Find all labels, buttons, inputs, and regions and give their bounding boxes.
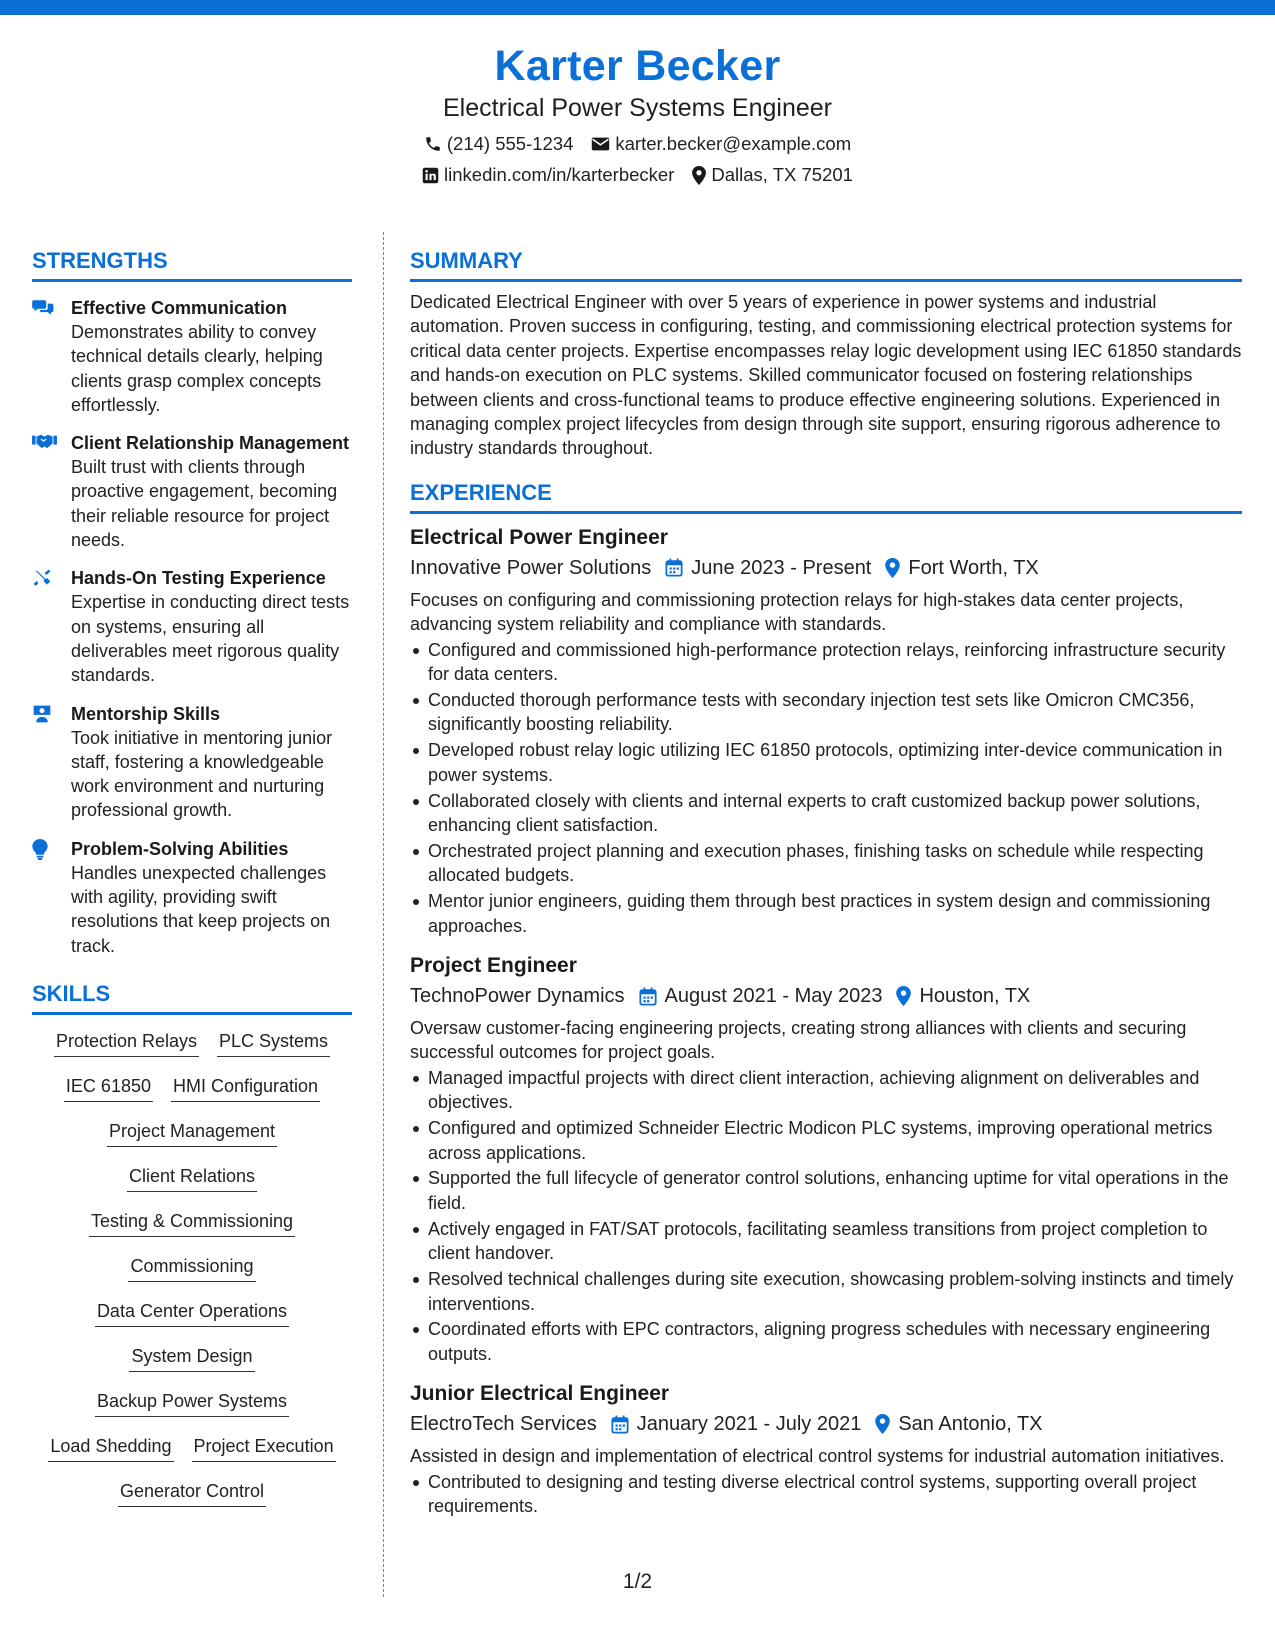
strength-item [32, 296, 352, 417]
job-location: Houston, TX [919, 985, 1031, 1008]
skill-tag: Project Execution [192, 1434, 336, 1462]
map-pin-icon [875, 1414, 890, 1434]
bullet-item: Contributed to designing and testing diverse electrical control systems, supporting overall project requirements. [410, 1470, 1242, 1519]
skill-tag: IEC 61850 [64, 1074, 153, 1102]
summary-text: Dedicated Electrical Engineer with over 5 years of experience in power systems and industrial automation. Proven success in configuring, testing, and commissioning electrical protection systems for critical data center projects. Expertise encompasses relay logic development using IEC 61850 standards and hands-on execution on PLC systems. Skilled communicator focused on fostering relationships between clients and cross-functional teams to produce effective engineering solutions. Experienced in managing complex project lifecycles from design through site support, ensuring rigorous adherence to industry standards throughout. [410, 292, 1242, 459]
contact-row-2 [0, 163, 1275, 187]
job-description: Oversaw customer-facing engineering projects, creating strong alliances with clients and securing successful outcomes for project goals. [410, 1018, 1187, 1063]
skill-tag: PLC Systems [217, 1029, 330, 1057]
location-text: Dallas, TX 75201 [711, 164, 853, 185]
phone-icon [424, 135, 442, 153]
strengths-heading: STRENGTHS [32, 247, 352, 282]
bullet-item: Supported the full lifecycle of generator control solutions, enhancing uptime for vital operations in the field. [410, 1166, 1242, 1215]
job-meta [410, 1409, 1242, 1439]
map-pin-icon [896, 986, 911, 1006]
bullet-item: Conducted thorough performance tests with secondary injection test sets like Omicron CMC356, significantly boosting reliability. [410, 688, 1242, 737]
linkedin-icon [422, 167, 439, 184]
email-text: karter.becker@example.com [615, 133, 852, 154]
skill-row [32, 1434, 352, 1479]
bullet-item: Mentor junior engineers, guiding them through best practices in system design and commissioning approaches. [410, 889, 1242, 938]
strength-item [32, 837, 352, 958]
experience-heading: EXPERIENCE [410, 479, 1242, 514]
skill-tag: Protection Relays [54, 1029, 199, 1057]
resume-header [0, 40, 1275, 187]
strength-description: Expertise in conducting direct tests on systems, ensuring all deliverables meet rigorous quality standards. [71, 592, 350, 686]
skill-tag: HMI Configuration [171, 1074, 320, 1102]
skills-list [32, 1029, 352, 1524]
skill-row [32, 1029, 352, 1074]
job-entry [410, 952, 1242, 1366]
skill-row [32, 1074, 352, 1119]
skill-tag: Generator Control [118, 1479, 266, 1507]
envelope-icon [591, 136, 610, 152]
strength-title: Hands-On Testing Experience [71, 568, 326, 589]
strength-description: Handles unexpected challenges with agility, providing swift resolutions that keep projects on track. [71, 862, 331, 956]
skill-tag: Data Center Operations [95, 1299, 289, 1327]
page-number: 1/2 [622, 1570, 653, 1593]
right-column [410, 247, 1242, 1520]
skill-row [32, 1254, 352, 1299]
bullet-item: Developed robust relay logic utilizing IEC 61850 protocols, optimizing inter-device communication in power systems. [410, 738, 1242, 787]
tools-icon [32, 566, 71, 687]
candidate-title: Electrical Power Systems Engineer [442, 94, 833, 122]
calendar-icon [665, 558, 683, 577]
teacher-icon [32, 702, 71, 823]
bullet-item: Collaborated closely with clients and internal experts to craft customized backup power solutions, enhancing client satisfaction. [410, 789, 1242, 838]
job-dates: June 2023 - Present [691, 556, 872, 579]
job-bullets [410, 1470, 1242, 1519]
skill-tag: Commissioning [128, 1254, 255, 1282]
strength-description: Demonstrates ability to convey technical details clearly, helping clients grasp complex concepts effortlessly. [71, 322, 323, 415]
lightbulb-icon [32, 837, 71, 958]
bullet-item: Configured and commissioned high-performance protection relays, reinforcing infrastructure security for data centers. [410, 638, 1242, 687]
job-role: Electrical Power Engineer [410, 525, 668, 549]
strength-description: Built trust with clients through proactive engagement, becoming their reliable resource for project needs. [71, 457, 338, 551]
location-contact [692, 163, 853, 187]
skill-tag: System Design [129, 1344, 254, 1372]
job-description: Focuses on configuring and commissioning protection relays for high-stakes data center projects, advancing system reliability and compliance with standards. [410, 589, 1184, 635]
job-location: San Antonio, TX [898, 1413, 1043, 1436]
strength-title: Client Relationship Management [71, 433, 350, 454]
job-description: Assisted in design and implementation of electrical control systems for industrial automation initiatives. [410, 1446, 1225, 1467]
skill-tag: Project Management [107, 1119, 277, 1147]
summary-heading: SUMMARY [410, 247, 1242, 282]
strength-description: Took initiative in mentoring junior staff, fostering a knowledgeable work environment and nurturing professional growth. [71, 727, 333, 821]
strength-item [32, 566, 352, 687]
strength-title: Mentorship Skills [71, 703, 221, 724]
calendar-icon [611, 1415, 629, 1434]
skill-row [32, 1344, 352, 1389]
job-dates: August 2021 - May 2023 [664, 985, 883, 1008]
bullet-item: Managed impactful projects with direct client interaction, achieving alignment on deliverables and objectives. [410, 1066, 1242, 1115]
top-accent-bar [0, 0, 1275, 15]
phone-text: (214) 555-1234 [446, 133, 574, 154]
strength-title: Problem-Solving Abilities [71, 838, 289, 859]
job-entry [410, 1380, 1242, 1518]
map-pin-icon [692, 166, 706, 185]
job-company: TechnoPower Dynamics [410, 985, 625, 1008]
skill-tag: Backup Power Systems [95, 1389, 289, 1417]
bullet-item: Resolved technical challenges during site execution, showcasing problem-solving instincts and timely interventions. [410, 1267, 1242, 1316]
skill-row [32, 1389, 352, 1434]
job-meta [410, 553, 1242, 583]
skill-row [32, 1479, 352, 1524]
job-company: Innovative Power Solutions [410, 556, 652, 579]
strength-item [32, 702, 352, 823]
bullet-item: Configured and optimized Schneider Electric Modicon PLC systems, improving operational metrics across applications. [410, 1116, 1242, 1165]
bullet-item: Coordinated efforts with EPC contractors, aligning progress schedules with necessary engineering outputs. [410, 1317, 1242, 1366]
handshake-icon [32, 431, 71, 552]
email-contact[interactable] [591, 132, 851, 156]
bullet-item: Actively engaged in FAT/SAT protocols, facilitating seamless transitions from project completion to client handover. [410, 1217, 1242, 1266]
skill-row [32, 1299, 352, 1344]
calendar-icon [639, 987, 657, 1006]
job-bullets [410, 1066, 1242, 1366]
job-bullets [410, 638, 1242, 938]
strength-title: Effective Communication [71, 298, 288, 318]
skill-tag: Testing & Commissioning [89, 1209, 295, 1237]
contact-row-1 [0, 132, 1275, 156]
skill-tag: Client Relations [127, 1164, 257, 1192]
skills-heading: SKILLS [32, 980, 352, 1015]
linkedin-contact[interactable] [422, 163, 674, 187]
linkedin-text: linkedin.com/in/karterbecker [444, 164, 675, 185]
column-divider [383, 232, 384, 1597]
job-company: ElectroTech Services [410, 1413, 597, 1436]
job-location: Fort Worth, TX [908, 556, 1039, 579]
map-pin-icon [885, 558, 900, 578]
comments-icon [32, 296, 71, 417]
job-entry [410, 524, 1242, 938]
skill-tag: Load Shedding [48, 1434, 173, 1462]
strength-item [32, 431, 352, 552]
job-role: Project Engineer [410, 954, 577, 978]
candidate-name: Karter Becker [494, 42, 781, 90]
left-column [32, 247, 352, 1524]
skill-row [32, 1119, 352, 1164]
job-role: Junior Electrical Engineer [410, 1382, 670, 1406]
bullet-item: Orchestrated project planning and execution phases, finishing tasks on schedule while respecting allocated budgets. [410, 839, 1242, 888]
skill-row [32, 1209, 352, 1254]
phone-contact[interactable] [424, 132, 574, 156]
job-meta [410, 981, 1242, 1011]
job-dates: January 2021 - July 2021 [636, 1413, 862, 1436]
skill-row [32, 1164, 352, 1209]
